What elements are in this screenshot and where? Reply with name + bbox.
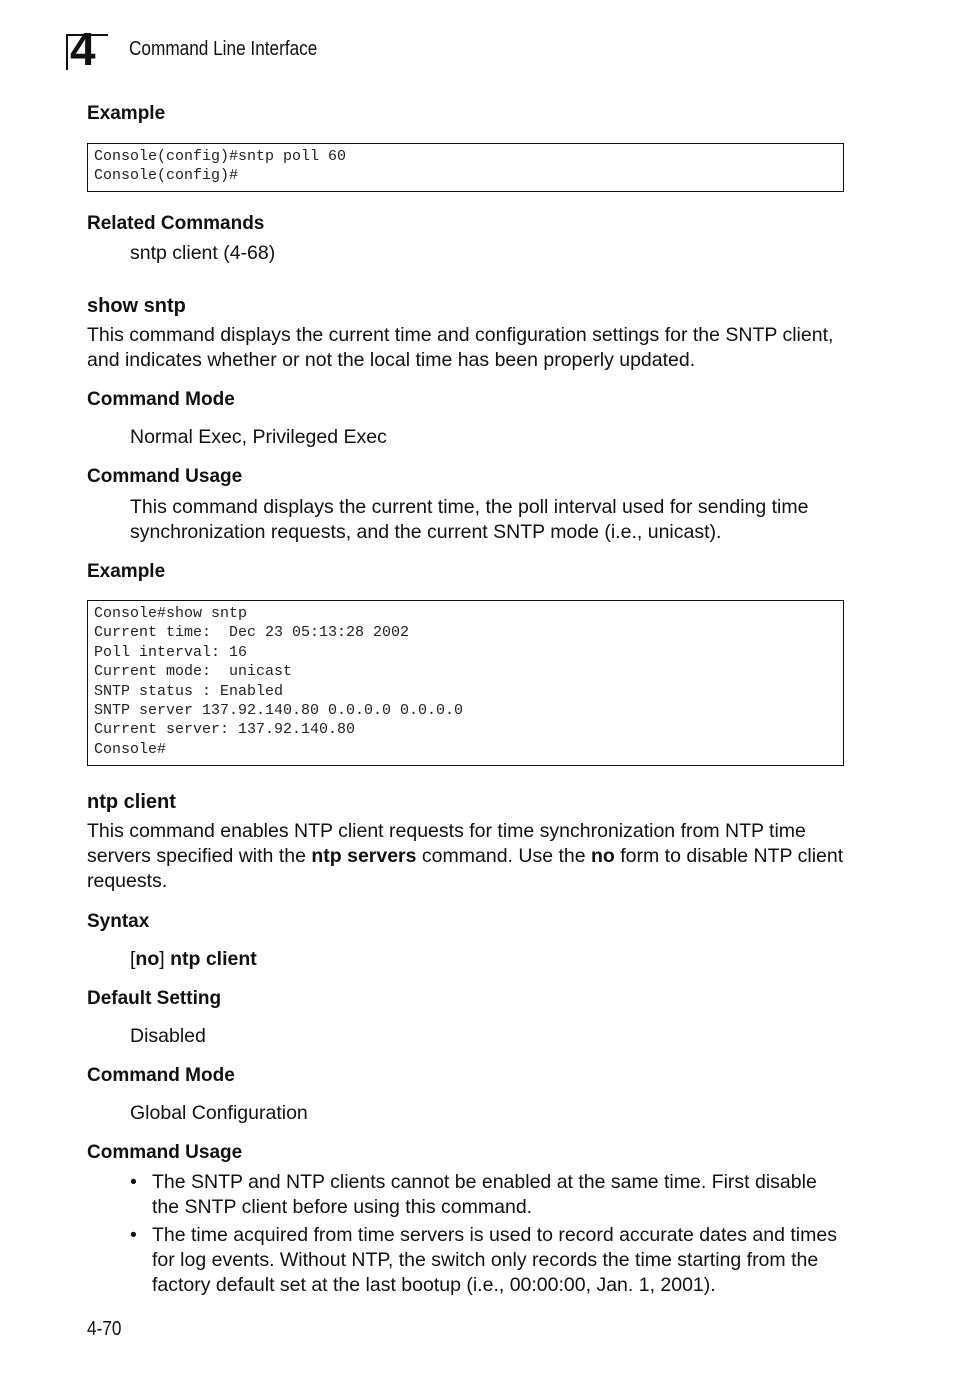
header-title: Command Line Interface <box>129 38 318 60</box>
code-example-show-sntp <box>87 600 844 766</box>
command-mode-text: Normal Exec, Privileged Exec <box>130 426 387 448</box>
code-line: Current mode: unicast <box>94 663 293 681</box>
syntax-heading: Syntax <box>87 911 150 932</box>
command-usage-heading: Command Usage <box>87 466 243 487</box>
command-description <box>87 819 847 894</box>
code-line: Poll interval: 16 <box>94 643 248 661</box>
code-line: SNTP status : Enabled <box>94 682 284 700</box>
code-line: Console(config)# <box>94 167 239 185</box>
chapter-number: 4 <box>70 23 96 75</box>
usage-bullet-list <box>130 1170 846 1301</box>
syntax-text <box>130 947 846 972</box>
page-header <box>66 23 666 75</box>
desc-bold-keyword: no <box>591 845 615 867</box>
syntax-bracket: [ <box>130 948 136 970</box>
command-usage-text: This command displays the current time, the poll interval used for sending time synchronization requests, and the current SNTP mode (i.e., unicast). <box>130 496 809 543</box>
syntax-bracket: ] <box>159 948 171 970</box>
syntax-command: ntp client <box>170 948 257 970</box>
code-line: Console#show sntp <box>94 605 248 622</box>
code-line: Current time: Dec 23 05:13:28 2002 <box>94 624 410 642</box>
syntax-no-keyword: no <box>135 948 160 970</box>
command-description: This command displays the current time and configuration settings for the SNTP client, and indicates whether or not the local time has been properly updated. <box>87 324 834 371</box>
default-setting-text: Disabled <box>130 1025 206 1047</box>
code-line: Console# <box>94 740 167 758</box>
related-commands-heading: Related Commands <box>87 213 265 234</box>
list-item <box>130 1223 846 1298</box>
command-mode-heading: Command Mode <box>87 1065 235 1086</box>
desc-text: This command enables NTP client requests for time synchronization from NTP time servers specified with the <box>87 820 806 867</box>
command-usage-heading: Command Usage <box>87 1142 243 1163</box>
page-number: 4-70 <box>87 1318 122 1340</box>
bullet-text: The SNTP and NTP clients cannot be enabled at the same time. First disable the SNTP client before using this command. <box>152 1171 817 1218</box>
default-setting-heading: Default Setting <box>87 988 222 1009</box>
command-title-ntp-client: ntp client <box>87 791 176 813</box>
desc-text: command. Use the <box>416 845 591 867</box>
desc-bold-command: ntp servers <box>311 845 417 867</box>
command-mode-text: Global Configuration <box>130 1102 308 1124</box>
list-item <box>130 1170 846 1220</box>
desc-text: form to disable NTP client requests. <box>87 845 844 892</box>
bullet-text: The time acquired from time servers is used to record accurate dates and times for log events. Without NTP, the switch only records the time starting from the factory default set at the last bootup (i.e., 00:00:00, Jan. 1, 2001). <box>152 1224 837 1296</box>
code-example-sntp-poll <box>87 143 844 192</box>
example-heading: Example <box>87 103 166 124</box>
code-line: SNTP server 137.92.140.80 0.0.0.0 0.0.0.0 <box>94 702 464 720</box>
chapter-marker-rule <box>66 34 68 70</box>
code-line: Console(config)#sntp poll 60 <box>94 148 347 165</box>
command-title-show-sntp: show sntp <box>87 295 186 317</box>
code-line: Current server: 137.92.140.80 <box>94 721 356 739</box>
bullet-icon: • <box>130 1171 137 1193</box>
bullet-icon: • <box>130 1224 137 1246</box>
related-command-link[interactable]: sntp client (4-68) <box>130 242 276 264</box>
example-heading: Example <box>87 561 166 582</box>
command-mode-heading: Command Mode <box>87 389 235 410</box>
